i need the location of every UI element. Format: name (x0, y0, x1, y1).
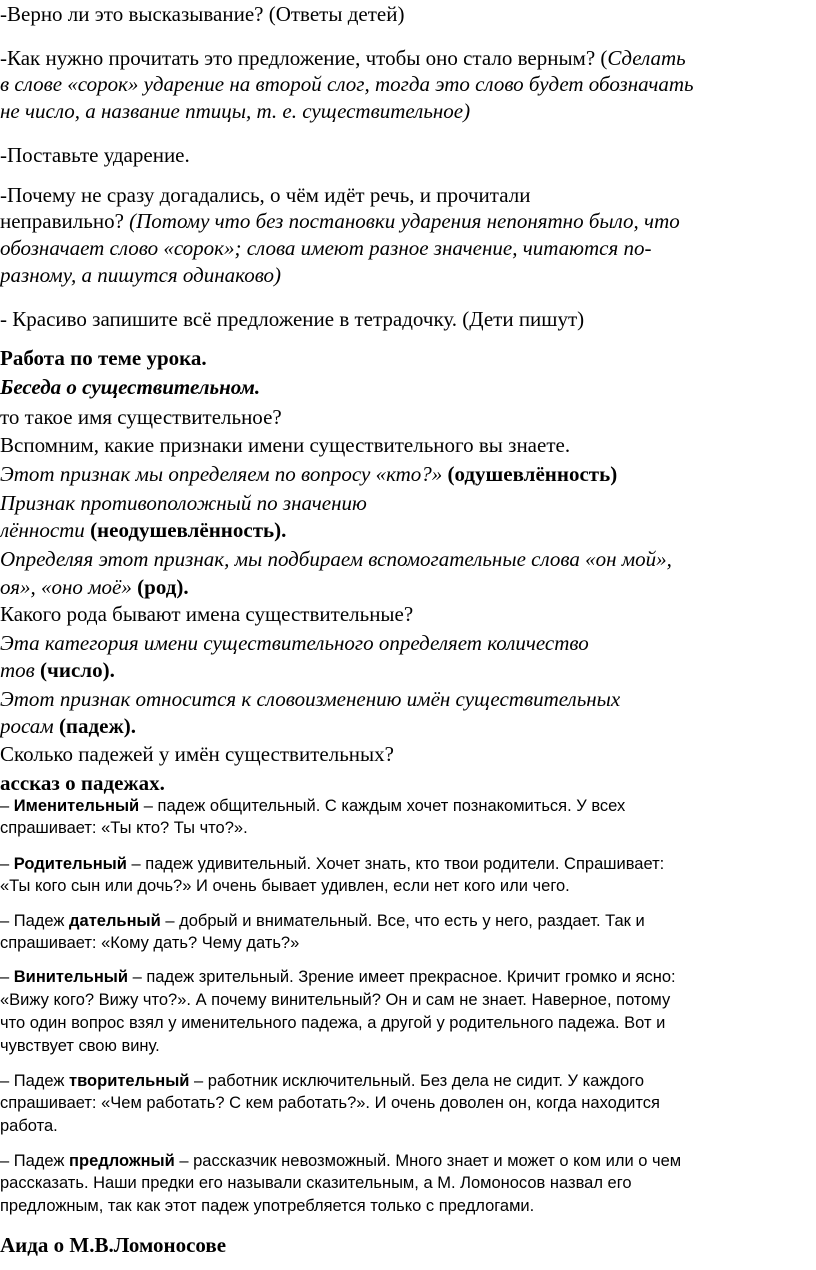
subheading-noun-talk: Беседа о существительном. (0, 375, 261, 399)
case-dative-line-1: – Падеж дательный – добрый и внимательный. Все, что есть у него, раздает. Так и (0, 912, 645, 930)
case-instrumental-line-2: спрашивает: «Чем работать? С кем работать?». И очень доволен он, когда находится (0, 1094, 660, 1112)
case-instrumental-line-3: работа. (0, 1117, 58, 1135)
case-prepositional-line-1: – Падеж предложный – рассказчик невозможный. Много знает и может о ком или о чем (0, 1152, 682, 1170)
question-why-wrong-line-2: неправильно? (Потому что без постановки ударения непонятно было, что (0, 209, 680, 233)
question-noun-genders: Какого рода бывают имена существительные? (0, 602, 414, 626)
feature-case-line-1: Этот признак относится к словоизменению имён существительных (0, 687, 621, 711)
section-heading-lesson: Работа по теме урока. (0, 346, 207, 370)
question-true-statement: -Верно ли это высказывание? (Ответы детей) (0, 2, 405, 26)
case-genitive-line-1: – Родительный – падеж удивительный. Хочет знать, кто твои родители. Спрашивает: (0, 855, 665, 873)
question-why-wrong-line-1: -Почему не сразу догадались, о чём идёт речь, и прочитали (0, 183, 531, 207)
feature-animacy: Этот признак мы определяем по вопросу «кто?» (одушевлённость) (0, 462, 618, 486)
answer-why-wrong-line-3: обозначает слово «сорок»; слова имеют разное значение, читаются по- (0, 236, 652, 260)
feature-gender-line-2: оя», «оно моё» (род). (0, 575, 189, 599)
case-genitive-line-2: «Ты кого сын или дочь?» И очень бывает удивлен, если нет кого или чего. (0, 877, 570, 895)
case-instrumental-line-1: – Падеж творительный – работник исключительный. Без дела не сидит. У каждого (0, 1072, 645, 1090)
case-nominative-line-1: – Именительный – падеж общительный. С каждым хочет познакомиться. У всех (0, 797, 626, 815)
feature-case-line-2: росам (падеж). (0, 714, 136, 738)
case-prepositional-line-2: рассказать. Наши предки его называли сказительным, а М. Ломоносов назвал его (0, 1174, 632, 1192)
feature-gender-line-1: Определяя этот признак, мы подбираем вспомогательные слова «он мой», (0, 547, 672, 571)
instruction-put-stress: -Поставьте ударение. (0, 143, 190, 167)
instruction-write-sentence: - Красиво запишите всё предложение в тетрадочку. (Дети пишут) (0, 307, 585, 331)
feature-inanimacy-line-2: лённости (неодушевлённость). (0, 518, 287, 542)
answer-stress-line-2: в слове «сорок» ударение на второй слог, тогда это слово будет обозначать (0, 72, 694, 96)
prompt-noun-features: Вспомним, какие признаки имени существительного вы знаете. (0, 433, 571, 457)
case-dative-line-2: спрашивает: «Кому дать? Чему дать?» (0, 934, 300, 952)
feature-inanimacy-line-1: Признак противоположный по значению (0, 491, 367, 515)
section-heading-cases-story: ассказ о падежах. (0, 771, 165, 795)
case-accusative-line-1: – Винительный – падеж зрительный. Зрение имеет прекрасное. Кричит громко и ясно: (0, 968, 676, 986)
answer-stress-line-3: не число, а название птицы, т. е. существительное) (0, 99, 471, 123)
question-how-to-read: -Как нужно прочитать это предложение, чтобы оно стало верным? (Сделать (0, 46, 686, 70)
case-accusative-line-3: что один вопрос взял у именительного падежа, а другой у родительного падежа. Вот и (0, 1014, 666, 1032)
case-nominative-line-2: спрашивает: «Ты кто? Ты что?». (0, 819, 248, 837)
feature-number-line-1: Эта категория имени существительного определяет количество (0, 631, 589, 655)
question-how-many-cases: Сколько падежей у имён существительных? (0, 742, 394, 766)
case-prepositional-line-3: предложным, так как этот падеж употребляется только с предлогами. (0, 1197, 535, 1215)
answer-why-wrong-line-4: разному, а пишутся одинаково) (0, 263, 282, 287)
section-heading-lomonosov: Аида о М.В.Ломоносове (0, 1233, 227, 1257)
case-accusative-line-2: «Вижу кого? Вижу что?». А почему винительный? Он и сам не знает. Наверное, потому (0, 991, 671, 1009)
case-accusative-line-4: чувствует свою вину. (0, 1037, 160, 1055)
question-what-is-noun: то такое имя существительное? (0, 405, 282, 429)
feature-number-line-2: тов (число). (0, 658, 115, 682)
